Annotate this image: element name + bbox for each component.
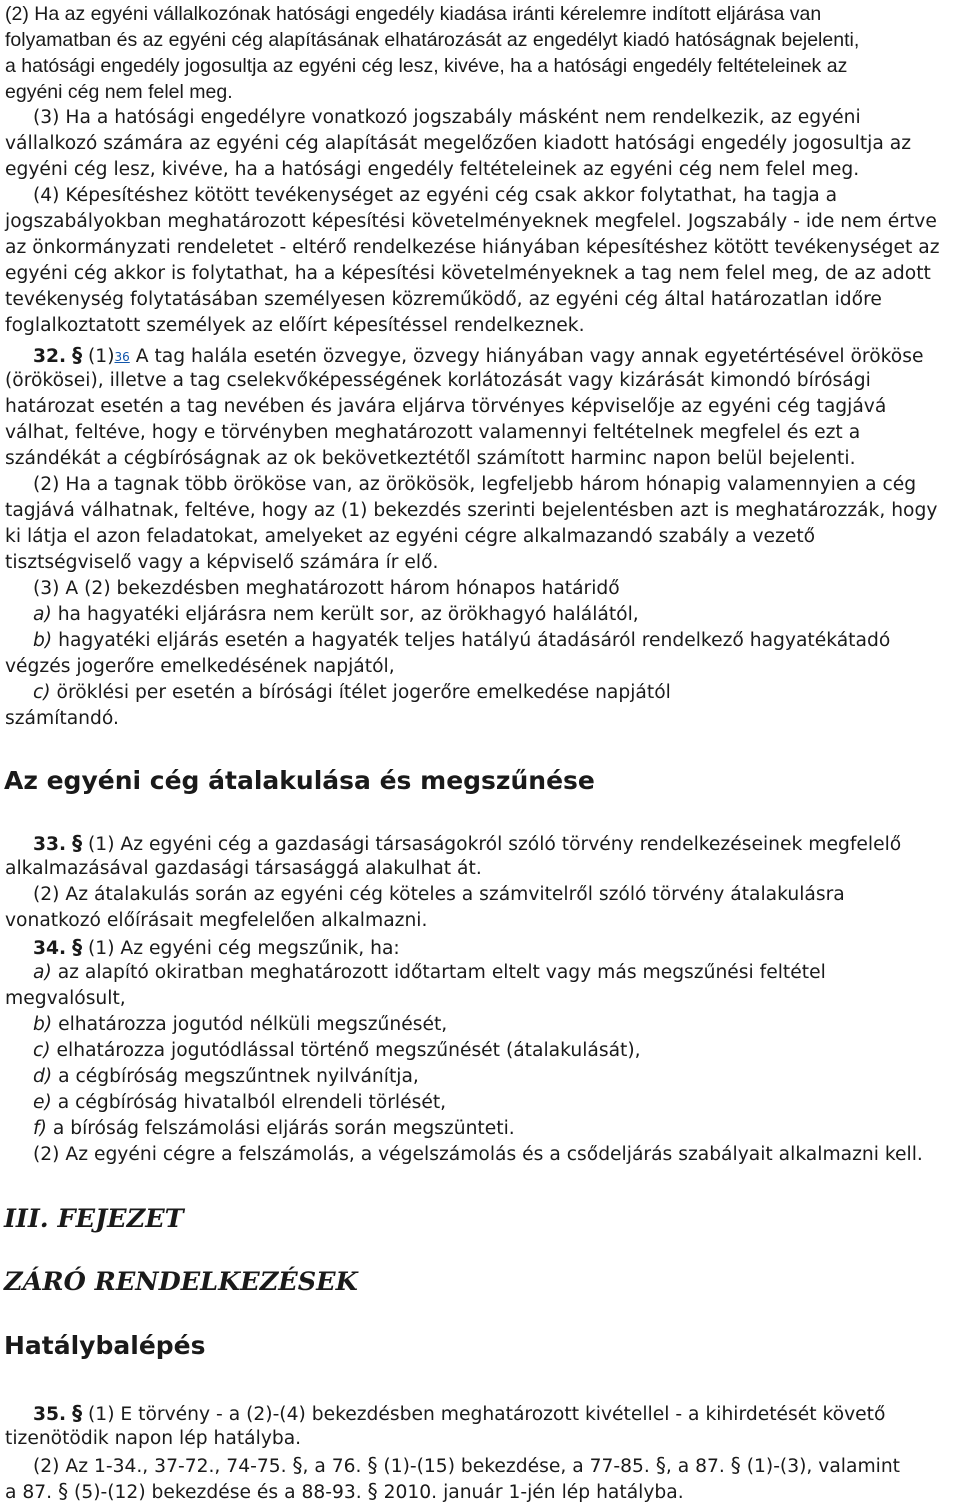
text-line: a) ha hagyatéki eljárásra nem került sor, az örökhagyó halálától,	[33, 604, 639, 625]
text-line: vonatkozó előírásait megfelelően alkalmazni.	[5, 910, 428, 931]
text-line: (2) Az egyéni cégre a felszámolás, a végelszámolás és a csődeljárás szabályait alkalmazni kell.	[33, 1144, 923, 1165]
text-line: tagjává válhatnak, feltéve, hogy az (1) bekezdés szerinti bejelentésben azt is meghatározzák, hogy	[5, 500, 938, 521]
section-number: 34.	[33, 938, 67, 959]
text-line: (örökösei), illetve a tag cselekvőképességének korlátozását vagy kizárását kimondó bírósági	[5, 370, 871, 391]
text-line: a hatósági engedély jogosultja az egyéni cég lesz, kivéve, ha a hatósági engedély feltételeinek az	[5, 55, 848, 77]
text-line: (3) Ha a hatósági engedélyre vonatkozó jogszabály másként nem rendelkezik, az egyéni	[33, 107, 861, 128]
chapter-heading: III. FEJEZET	[4, 1204, 184, 1234]
text-line: válhat, feltéve, hogy e törvényben meghatározott valamennyi feltételnek megfelel és ezt a	[5, 422, 861, 443]
text-line: szándékát a cégbíróságnak az ok bekövetkeztétől számított harminc napon belül bejelenti.	[5, 448, 856, 469]
text-line: ki látja el azon feladatokat, amelyeket az egyéni cégre alkalmazandó szabály a vezető	[5, 526, 816, 547]
text-line: egyéni cég lesz, kivéve, ha a hatósági engedély feltételeinek az egyéni cég nem felel meg.	[5, 159, 860, 180]
text-line: (2) Ha a tagnak több örököse van, az örökösök, legfeljebb három hónapig valamennyien a cég	[33, 474, 917, 495]
text-line: 33. § (1) Az egyéni cég a gazdasági társaságokról szóló törvény rendelkezéseinek megfelelő	[33, 831, 902, 855]
footnote-link[interactable]: 36	[114, 350, 130, 364]
text-line: jogszabályokban meghatározott képesítési követelményeknek megfelel. Jogszabály - ide nem értve	[5, 211, 937, 232]
section-number: 32.	[33, 346, 67, 367]
text-line: d) a cégbíróság megszűntnek nyilvánítja,	[33, 1066, 419, 1087]
text-line: egyéni cég nem felel meg.	[5, 81, 233, 103]
text-line: a) az alapító okiratban meghatározott időtartam eltelt vagy más megszűnési feltétel	[33, 962, 826, 983]
section-number: 33.	[33, 834, 67, 855]
text-line: egyéni cég akkor is folytathat, ha a képesítési követelményeknek a tag nem felel meg, de az adott	[5, 263, 931, 284]
text-line: folyamatban és az egyéni cég alapításának elhatározását az engedélyt kiadó hatóságnak bejelenti,	[5, 29, 860, 51]
text-line: határozat esetén a tag nevében és javára eljárva törvényes képviselője az egyéni cég tagjává	[5, 396, 887, 417]
text-line: (3) A (2) bekezdésben meghatározott három hónapos határidő	[33, 578, 620, 599]
text-line: végzés jogerőre emelkedésének napjától,	[5, 656, 395, 677]
text-line: alkalmazásával gazdasági társasággá alakulhat át.	[5, 858, 482, 879]
text-line: c) öröklési per esetén a bírósági ítélet jogerőre emelkedése napjától	[33, 682, 671, 703]
text-line: 34. § (1) Az egyéni cég megszűnik, ha:	[33, 935, 400, 959]
section-sign: §	[72, 935, 83, 959]
text-line: f) a bíróság felszámolási eljárás során megszünteti.	[33, 1118, 515, 1139]
text-line: e) a cégbíróság hivatalból elrendeli törlését,	[33, 1092, 447, 1113]
text-line: b) hagyatéki eljárás esetén a hagyaték teljes hatályú átadásáról rendelkező hagyatékátadó	[33, 630, 891, 651]
text-line: megvalósult,	[5, 988, 126, 1009]
text-line: tisztségviselő vagy a képviselő számára ír elő.	[5, 552, 439, 573]
section-sign: §	[72, 1401, 83, 1425]
text-line: b) elhatározza jogutód nélküli megszűnését,	[33, 1014, 448, 1035]
chapter-title: ZÁRÓ RENDELKEZÉSEK	[4, 1267, 358, 1297]
text-line: számítandó.	[5, 708, 119, 729]
text-line: a 87. § (5)-(12) bekezdése és a 88-93. § 2010. január 1-jén lép hatályba.	[5, 1479, 684, 1503]
text-line: foglalkoztatott személyek az előírt képesítéssel rendelkeznek.	[5, 315, 585, 336]
text-line: 35. § (1) E törvény - a (2)-(4) bekezdésben meghatározott kivétellel - a kihirdetését követő	[33, 1401, 886, 1425]
text-line: (2) Az átalakulás során az egyéni cég köteles a számvitelről szóló törvény átalakulásra	[33, 884, 845, 905]
text-line: az önkormányzati rendeletet - eltérő rendelkezése hiányában képesítéshez kötött tevékenységet az	[5, 237, 940, 258]
section-heading: Hatálybalépés	[4, 1331, 206, 1360]
text-line: vállalkozó számára az egyéni cég alapítását megelőzően kiadott hatósági engedély jogosultja az	[5, 133, 912, 154]
section-heading: Az egyéni cég átalakulása és megszűnése	[4, 766, 595, 795]
text-line: (2) Ha az egyéni vállalkozónak hatósági engedély kiadása iránti kérelemre indított eljárása van	[5, 3, 822, 25]
text-line: 32. § (1)36 A tag halála esetén özvegye, özvegy hiányában vagy annak egyetértésével örököse	[33, 343, 924, 367]
section-sign: §	[72, 343, 83, 367]
text-line: c) elhatározza jogutódlással történő megszűnését (átalakulását),	[33, 1040, 641, 1061]
section-sign: §	[72, 831, 83, 855]
section-number: 35.	[33, 1404, 67, 1425]
text-line: (2) Az 1-34., 37-72., 74-75. §, a 76. § (1)-(15) bekezdése, a 77-85. §, a 87. § (1)-(3), valamint	[33, 1453, 901, 1477]
text-line: tevékenység folytatásában személyesen közreműködő, az egyéni cég által határozatlan időre	[5, 289, 882, 310]
text-line: tizenötödik napon lép hatályba.	[5, 1428, 302, 1449]
text-line: (4) Képesítéshez kötött tevékenységet az egyéni cég csak akkor folytathat, ha tagja a	[33, 185, 838, 206]
